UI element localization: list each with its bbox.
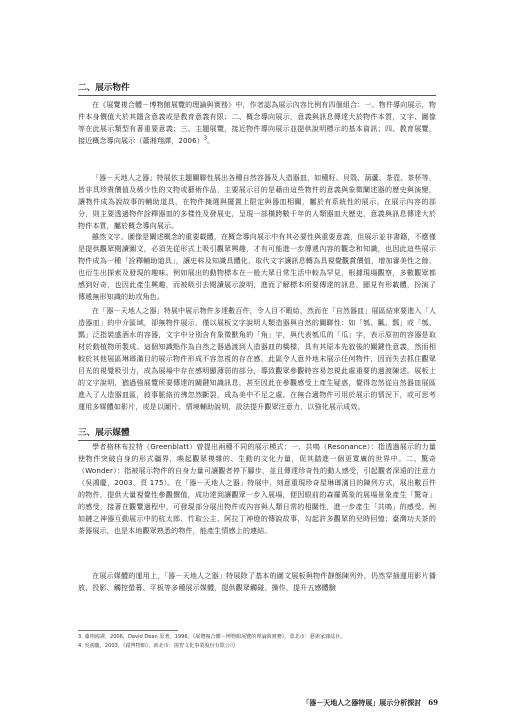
paragraph-2 — [78, 172, 436, 232]
paragraph-2-text: 「器－天地人之器」特展依主題關聯性展出各種自然容器及人造器皿，如種籽、貝殼、葫蘆、茶壺、茶杯等，皆非具珍貴價值及稀少性的文物或藝術作品，主要展示目的是藉由這些物件的意義與象徵闡述器的歷史與演變，讓物件成為說故事的輔助道具，在物件揀選與擺置上限定與器皿相關，屬於有系統性的展示。在展示內容的部分，則主要透過物件詮釋器皿的多樣性及發展史，呈現一部橫跨數千年的人類器皿大歷史，意義與訊息傳達大於物件本質，屬於概念導向展示。 — [78, 173, 437, 231]
paragraph-6-text: 在展示媒體的運用上，「器－天地人之器」特展除了基本的圖文展板與物件靜態陳列外，仍然穿插運用影片播放、投影、觸控螢幕、平板等多種展示媒體，提供觀眾觸碰、操作，提升五感體驗 — [78, 571, 436, 593]
paragraph-3 — [78, 231, 436, 303]
paragraph-5-text: 學者格林布拉特（Greenblatt）曾提出兩種不同的展示模式：一、共鳴（Resonance）：指透過展示的力量使物件突破自身的形式疆界，喚起觀眾複雜的、生動的文化力量，促其踏進一個更寬廣的世界中。二、驚奇（Wonder）：指被展示物件的自身力量可讓觀者停下腳步，並且傳達珍奇性的動人感受，引起觀者深遠的注意力（吳鴻慶，2003，頁 175）。在「器－天地人之器」特展中，刻意重現珍奇屋琳瑯滿目的陳列方式，展出數百件的物件，提供大量視覺性參觀價值，成功達到讓觀眾一步入展場，便因眼前的森羅萬象的展場景象產生「驚奇」的感受，接著在觀覽過程中，可發現部分展出物件或內容與人類日常的相關性，進一步產生「共鳴」的感受。例如鏈之神器互動展示中的杭太郎、竹取公主、阿拉丁神燈的傳說故事，勾起許多觀眾的兒時回憶；臺灣功夫茶的茶器展示，也是本地觀眾熟悉的物件，能產生情感上的連結。 — [78, 442, 436, 536]
footnote-divider — [78, 630, 178, 631]
paragraph-1: 在《展覽複合體－博物館展覽的理論與實務》中，作者認為展示內容比例有四個組合：一、物件導向展示，物件本身價值大於其隱含意義或是教育意義有限；二、概念導向展示，意義與訊息傳達大於物件本質，文字、圖像等在此展示類型有著重要意義；三、主題展覽，接近物件導向展示並提供說明標示的基本資訊；四、教育展覽，接近概念導向展示（蕭湘翔譯，2006）$^3$。 — [78, 100, 437, 146]
paragraph-1-text: 在《展覽複合體－博物館展覽的理論與實務》中，作者認為展示內容比例有四個組合：一、物件導向展示，物件本身價值大於其隱含意義或是教育意義有限；二、概念導向展示，意義與訊息傳達大於物件本質，文字、圖像等在此展示類型有著重要意義；三、主題展覽，接近物件導向展示並提供說明標示的基本資訊；四、教育展覽，接近概念導向展示（蕭湘翔譯，2006） — [78, 100, 437, 146]
section-heading-exhibits: 二、展示物件 — [78, 83, 130, 93]
paragraph-3-text: 雖然文字、圖像是闡述概念的重要載體，在概念導向展示中有其必要性與重要意義，但展示並非書籍，不應僅是提供觀眾閱讀圖文，必須先從形式上吸引觀眾興趣，才有可能進一步傳遞內容的觀念和知識，也因此這些展示物件成為一種「詮釋輔助道具」，讓史料及知識具體化，取代文字讓訊息轉為具視覺觀賞價值，增加審美性之餘，也衍生出探索及發現的趣味。例如展出的動物標本在一般大眾日常生活中較為罕見，根據現場觀察，多數觀眾都感到好奇，也因此產生興趣，而被吸引去閱讀展示說明，進而了解標本所要傳達的訊息，顯見有形載體，扮演了傳遞無形知識的助攻角色。 — [78, 232, 437, 302]
section-divider — [78, 95, 436, 96]
page-number: 69 — [428, 698, 438, 707]
paragraph-4 — [78, 305, 436, 413]
running-title: 「器－天地人之器特展」展示分析探討 — [302, 698, 422, 707]
section-heading-media: 三、展示媒體 — [78, 428, 130, 438]
paragraph-6 — [78, 570, 436, 594]
footnote-3: 3. 蕭翔鴻譯，2006，David Dean 原著，1996。《展覽複合體－博物館展覽的理論與實務》。臺北市：藝術家雜誌社。 — [78, 634, 346, 640]
running-footer — [302, 698, 438, 708]
footnote-4: 4. 吳鴻慶，2003，《錯博物館》。新北市：揚智文化事業股份有限公司 — [78, 643, 235, 649]
paragraph-4-text: 在「器－天地人之器」特展中展示物件多達數百件，令人目不暇給，然而在「自然器皿」展區結束要進入「人造器皿」的中介區域，卻無物件展示，僅以展板文字說明人類造器與自然的關聯性：如「瓠、瓤、瓢」或「瓠、瓢」泛指裝盛酒水的容器，文字中分別含有象徵獸角的「角」字，與代表瓠瓜的「瓜」字，表示原初的容器是取材於動植物所製成。這個知識點作為自然之器過渡到人造器皿的橋樑，具有其原本先敘後的關鍵性意義，然而相較於其他展區琳瑯滿目的展示物件形成不容忽視的存在感，此區令人意外地未展示任何物件，因而失去抓住觀眾目光的視覺吸引力，成為展場中存在感明顯薄弱的部分，導致觀眾參觀時容易忽視此處重要的過渡陳述。展板上的文字說明，猶過強展覽所要傳達的關鍵知識訊息，甚至因此在參觀感受上產生疑惑，覺得忽然從自然器皿展區進入了人造器皿區，敘事脈絡彷彿忽然斷裂，成為美中不足之處。在無合適物件可用於展示的情況下，或可思考運用多媒體如影片，或是以圖片、情境輔助說明，設法提升觀眾注意力，以強化展示成效。 — [78, 306, 437, 412]
paragraph-5 — [78, 441, 436, 537]
footnote-ref-3: 3 — [203, 135, 208, 142]
